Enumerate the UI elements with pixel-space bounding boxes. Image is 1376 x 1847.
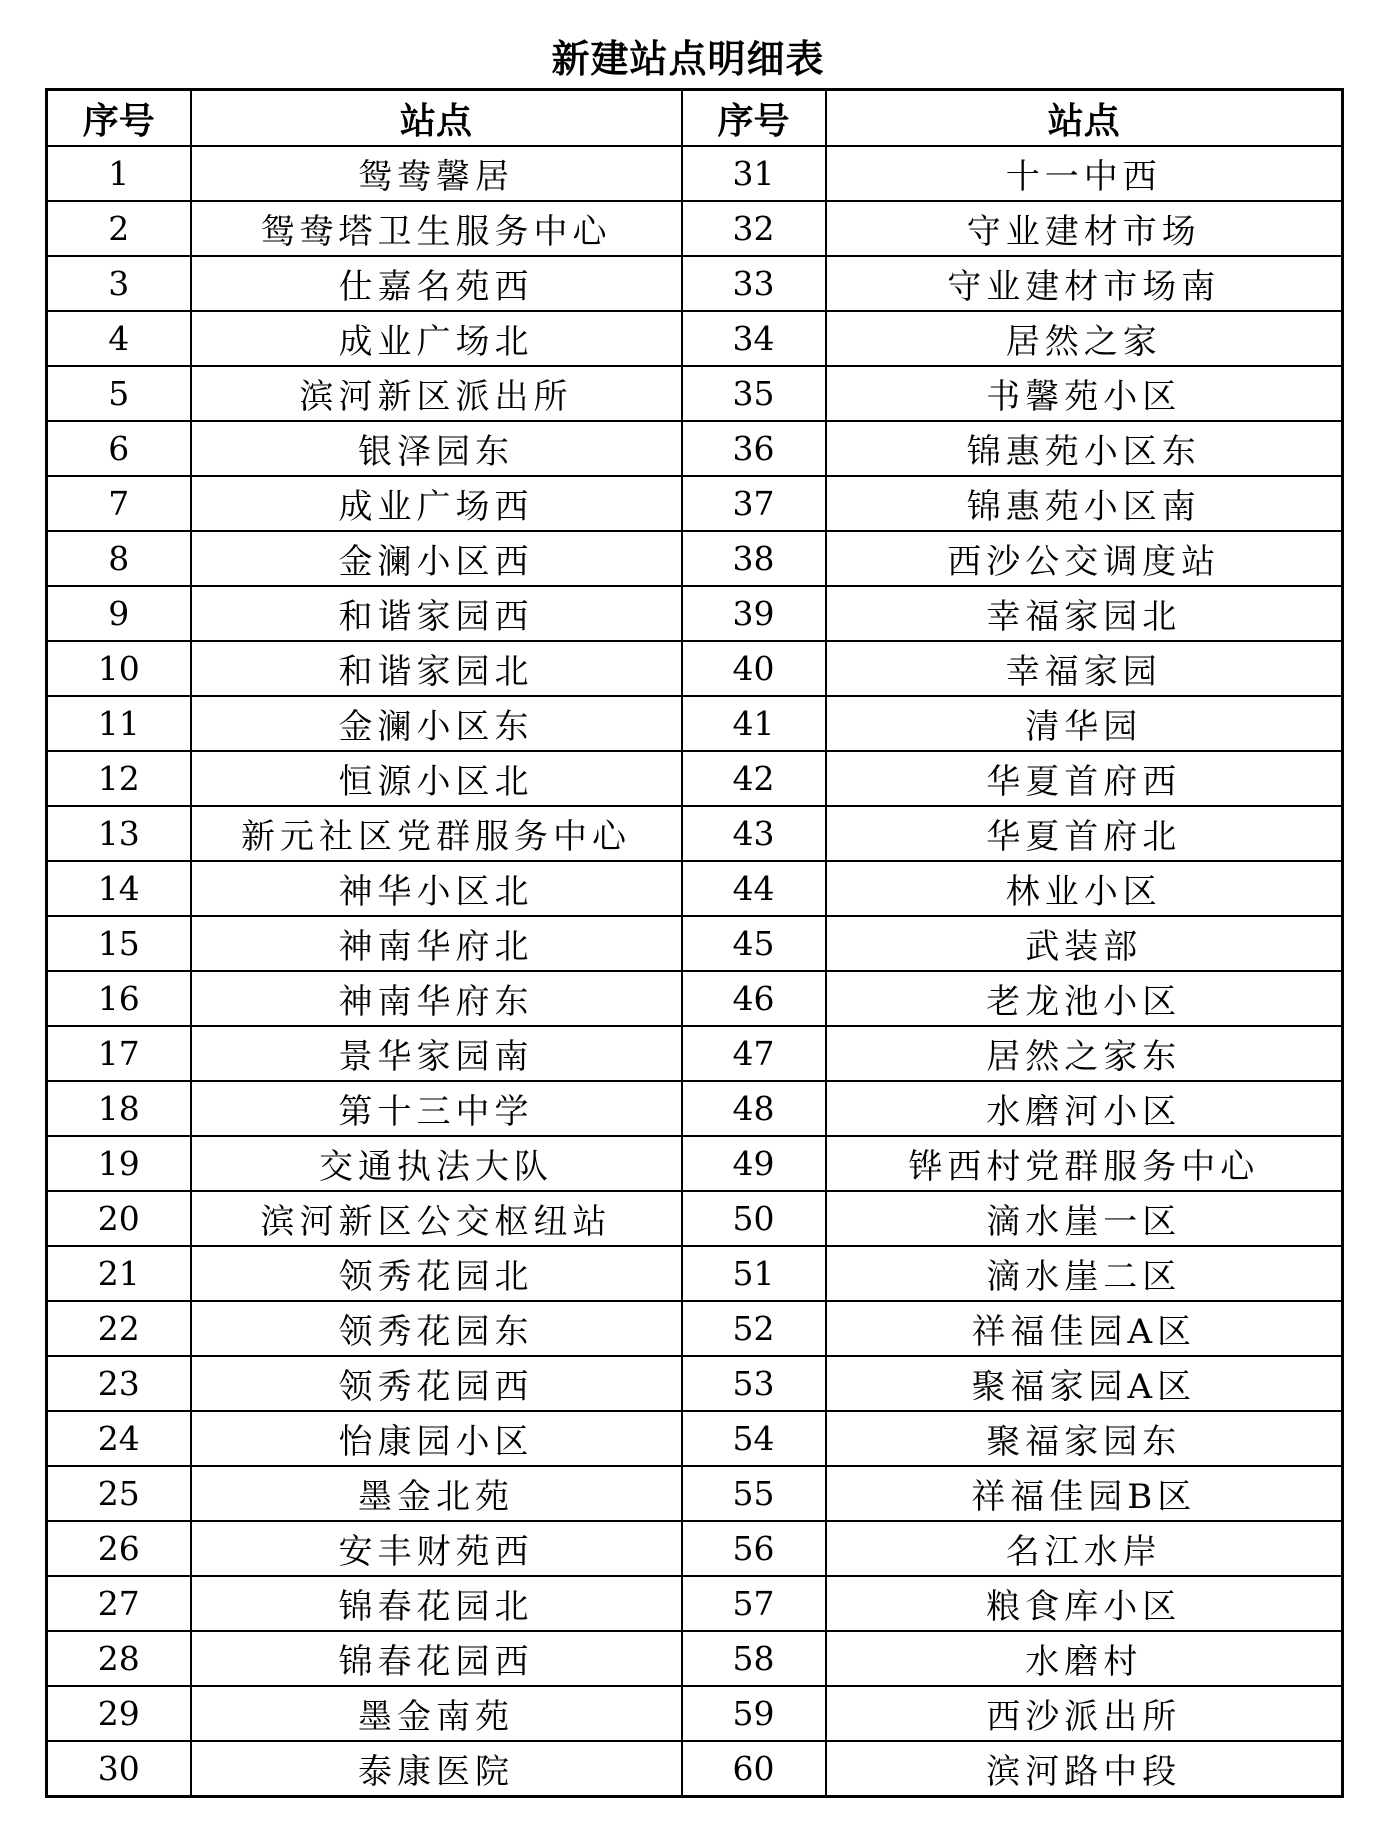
station-name-cell: 滨河新区公交枢纽站 [191, 1191, 682, 1246]
serial-number-cell: 37 [682, 476, 826, 531]
station-name-cell: 西沙公交调度站 [826, 531, 1343, 586]
station-name-cell: 泰康医院 [191, 1741, 682, 1797]
station-name-cell: 居然之家东 [826, 1026, 1343, 1081]
station-name-cell: 和谐家园北 [191, 641, 682, 696]
table-row [47, 1026, 1343, 1081]
table-row [47, 1136, 1343, 1191]
station-name-cell: 银泽园东 [191, 421, 682, 476]
serial-number-cell: 3 [47, 256, 191, 311]
table-row [47, 1191, 1343, 1246]
station-name-cell: 领秀花园东 [191, 1301, 682, 1356]
station-name-cell: 西沙派出所 [826, 1686, 1343, 1741]
station-name-cell: 华夏首府北 [826, 806, 1343, 861]
table-row [47, 696, 1343, 751]
table-row [47, 146, 1343, 201]
station-name-cell: 领秀花园北 [191, 1246, 682, 1301]
serial-number-cell: 21 [47, 1246, 191, 1301]
serial-number-cell: 36 [682, 421, 826, 476]
station-name-cell: 祥福佳园B区 [826, 1466, 1343, 1521]
table-row [47, 421, 1343, 476]
station-name-cell: 锦惠苑小区南 [826, 476, 1343, 531]
station-name-cell: 第十三中学 [191, 1081, 682, 1136]
serial-number-cell: 1 [47, 146, 191, 201]
table-row [47, 751, 1343, 806]
serial-number-cell: 6 [47, 421, 191, 476]
header-serial-number: 序号 [682, 90, 826, 147]
station-name-cell: 安丰财苑西 [191, 1521, 682, 1576]
serial-number-cell: 33 [682, 256, 826, 311]
station-name-cell: 书馨苑小区 [826, 366, 1343, 421]
serial-number-cell: 13 [47, 806, 191, 861]
table-row [47, 1686, 1343, 1741]
table-row [47, 586, 1343, 641]
station-name-cell: 锦春花园西 [191, 1631, 682, 1686]
station-name-cell: 水磨河小区 [826, 1081, 1343, 1136]
station-name-cell: 居然之家 [826, 311, 1343, 366]
table-body [47, 146, 1343, 1797]
table-row [47, 1301, 1343, 1356]
station-name-cell: 锦惠苑小区东 [826, 421, 1343, 476]
station-name-cell: 清华园 [826, 696, 1343, 751]
station-name-cell: 铧西村党群服务中心 [826, 1136, 1343, 1191]
station-name-cell: 守业建材市场 [826, 201, 1343, 256]
serial-number-cell: 49 [682, 1136, 826, 1191]
station-name-cell: 成业广场北 [191, 311, 682, 366]
serial-number-cell: 45 [682, 916, 826, 971]
serial-number-cell: 48 [682, 1081, 826, 1136]
serial-number-cell: 20 [47, 1191, 191, 1246]
station-name-cell: 林业小区 [826, 861, 1343, 916]
table-row [47, 916, 1343, 971]
serial-number-cell: 23 [47, 1356, 191, 1411]
station-name-cell: 名江水岸 [826, 1521, 1343, 1576]
serial-number-cell: 10 [47, 641, 191, 696]
table-row [47, 1081, 1343, 1136]
station-name-cell: 鸳鸯馨居 [191, 146, 682, 201]
station-name-cell: 交通执法大队 [191, 1136, 682, 1191]
table-row [47, 256, 1343, 311]
table-row [47, 1576, 1343, 1631]
station-name-cell: 幸福家园北 [826, 586, 1343, 641]
header-station: 站点 [826, 90, 1343, 147]
station-name-cell: 神南华府东 [191, 971, 682, 1026]
station-name-cell: 滨河路中段 [826, 1741, 1343, 1797]
station-name-cell: 鸳鸯塔卫生服务中心 [191, 201, 682, 256]
station-name-cell: 成业广场西 [191, 476, 682, 531]
serial-number-cell: 39 [682, 586, 826, 641]
table-row [47, 366, 1343, 421]
serial-number-cell: 53 [682, 1356, 826, 1411]
table-row [47, 1466, 1343, 1521]
table-row [47, 861, 1343, 916]
serial-number-cell: 34 [682, 311, 826, 366]
table-row [47, 1521, 1343, 1576]
serial-number-cell: 31 [682, 146, 826, 201]
station-name-cell: 武装部 [826, 916, 1343, 971]
serial-number-cell: 15 [47, 916, 191, 971]
station-name-cell: 守业建材市场南 [826, 256, 1343, 311]
station-name-cell: 十一中西 [826, 146, 1343, 201]
station-name-cell: 华夏首府西 [826, 751, 1343, 806]
station-name-cell: 墨金南苑 [191, 1686, 682, 1741]
station-name-cell: 聚福家园东 [826, 1411, 1343, 1466]
station-name-cell: 景华家园南 [191, 1026, 682, 1081]
serial-number-cell: 14 [47, 861, 191, 916]
station-name-cell: 新元社区党群服务中心 [191, 806, 682, 861]
table-row [47, 1741, 1343, 1797]
serial-number-cell: 9 [47, 586, 191, 641]
table-header-row [47, 90, 1343, 147]
station-name-cell: 祥福佳园A区 [826, 1301, 1343, 1356]
station-name-cell: 幸福家园 [826, 641, 1343, 696]
table-row [47, 476, 1343, 531]
station-name-cell: 滴水崖二区 [826, 1246, 1343, 1301]
station-name-cell: 领秀花园西 [191, 1356, 682, 1411]
page-title: 新建站点明细表 [551, 37, 825, 81]
serial-number-cell: 8 [47, 531, 191, 586]
table-row [47, 1411, 1343, 1466]
station-name-cell: 神南华府北 [191, 916, 682, 971]
header-station: 站点 [191, 90, 682, 147]
table-row [47, 806, 1343, 861]
serial-number-cell: 7 [47, 476, 191, 531]
serial-number-cell: 50 [682, 1191, 826, 1246]
serial-number-cell: 35 [682, 366, 826, 421]
serial-number-cell: 57 [682, 1576, 826, 1631]
serial-number-cell: 60 [682, 1741, 826, 1797]
serial-number-cell: 41 [682, 696, 826, 751]
serial-number-cell: 51 [682, 1246, 826, 1301]
station-name-cell: 神华小区北 [191, 861, 682, 916]
table-row [47, 1631, 1343, 1686]
station-name-cell: 恒源小区北 [191, 751, 682, 806]
station-name-cell: 水磨村 [826, 1631, 1343, 1686]
station-name-cell: 聚福家园A区 [826, 1356, 1343, 1411]
serial-number-cell: 28 [47, 1631, 191, 1686]
table-row [47, 531, 1343, 586]
station-table [45, 88, 1344, 1798]
serial-number-cell: 11 [47, 696, 191, 751]
table-row [47, 971, 1343, 1026]
serial-number-cell: 43 [682, 806, 826, 861]
serial-number-cell: 17 [47, 1026, 191, 1081]
serial-number-cell: 30 [47, 1741, 191, 1797]
station-name-cell: 和谐家园西 [191, 586, 682, 641]
station-name-cell: 老龙池小区 [826, 971, 1343, 1026]
serial-number-cell: 56 [682, 1521, 826, 1576]
serial-number-cell: 2 [47, 201, 191, 256]
station-name-cell: 墨金北苑 [191, 1466, 682, 1521]
serial-number-cell: 29 [47, 1686, 191, 1741]
serial-number-cell: 47 [682, 1026, 826, 1081]
serial-number-cell: 27 [47, 1576, 191, 1631]
serial-number-cell: 55 [682, 1466, 826, 1521]
serial-number-cell: 22 [47, 1301, 191, 1356]
serial-number-cell: 58 [682, 1631, 826, 1686]
table-row [47, 201, 1343, 256]
serial-number-cell: 19 [47, 1136, 191, 1191]
serial-number-cell: 16 [47, 971, 191, 1026]
station-name-cell: 锦春花园北 [191, 1576, 682, 1631]
serial-number-cell: 24 [47, 1411, 191, 1466]
serial-number-cell: 32 [682, 201, 826, 256]
serial-number-cell: 59 [682, 1686, 826, 1741]
serial-number-cell: 42 [682, 751, 826, 806]
station-name-cell: 粮食库小区 [826, 1576, 1343, 1631]
header-serial-number: 序号 [47, 90, 191, 147]
station-name-cell: 滴水崖一区 [826, 1191, 1343, 1246]
serial-number-cell: 5 [47, 366, 191, 421]
station-name-cell: 金澜小区东 [191, 696, 682, 751]
serial-number-cell: 52 [682, 1301, 826, 1356]
serial-number-cell: 44 [682, 861, 826, 916]
serial-number-cell: 54 [682, 1411, 826, 1466]
table-row [47, 641, 1343, 696]
serial-number-cell: 26 [47, 1521, 191, 1576]
serial-number-cell: 12 [47, 751, 191, 806]
station-name-cell: 金澜小区西 [191, 531, 682, 586]
serial-number-cell: 25 [47, 1466, 191, 1521]
table-row [47, 1356, 1343, 1411]
station-name-cell: 仕嘉名苑西 [191, 256, 682, 311]
table-row [47, 311, 1343, 366]
table-row [47, 1246, 1343, 1301]
station-name-cell: 怡康园小区 [191, 1411, 682, 1466]
serial-number-cell: 4 [47, 311, 191, 366]
serial-number-cell: 38 [682, 531, 826, 586]
serial-number-cell: 18 [47, 1081, 191, 1136]
serial-number-cell: 46 [682, 971, 826, 1026]
station-name-cell: 滨河新区派出所 [191, 366, 682, 421]
serial-number-cell: 40 [682, 641, 826, 696]
